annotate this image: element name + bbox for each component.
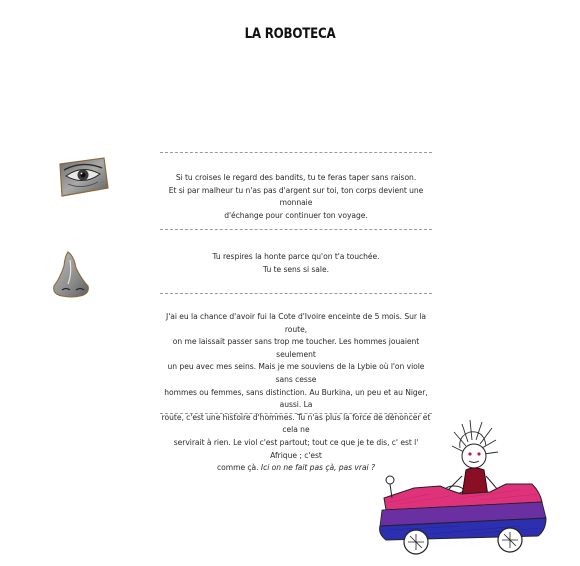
divider [160, 152, 432, 153]
text-line: Tu respires la honte parce qu'on t'a touchée. [212, 252, 380, 261]
text-block-2 [160, 251, 432, 276]
text-line: Si tu croises le regard des bandits, tu te feras taper sans raison. [175, 173, 417, 182]
text-line: hommes ou femmes, sans distinction. Au Burkina, un peu et au Niger, aussi. La [164, 387, 428, 410]
text-line: Et si par malheur tu n'as pas d'argent sur toi, ton corps devient une monnaie [168, 185, 424, 208]
text-line: d'échange pour continuer ton voyage. [224, 210, 368, 220]
nose-collage-image [50, 250, 92, 300]
text-line: on me laissait passer sans trop me toucher. Les hommes jouaient seulement [172, 337, 420, 359]
divider [160, 413, 432, 414]
text-segment: comme çà. [217, 463, 261, 473]
eye-collage-image [56, 154, 110, 200]
text-line: servirait à rien. Le viol c'est partout; tout ce que je te dis, c' est l' Afrique ; c'est [173, 437, 419, 460]
italic-quote: Ici on ne fait pas çà, pas vrai ? [260, 463, 375, 473]
page-title: LA ROBOTECA [244, 26, 336, 42]
text-line: Tu te sens si sale. [263, 264, 329, 274]
divider [160, 229, 432, 230]
text-line: J'ai eu la chance d'avoir fui la Cote d'Ivoire enceinte de 5 mois. Sur la route, [166, 312, 426, 334]
divider [160, 293, 432, 294]
text-line: route, c'est une histoire d'hommes. Tu n'as plus la force de dénoncer et cela ne [161, 412, 431, 435]
text-block-1 [160, 172, 432, 222]
child-drawing-car [370, 418, 566, 558]
text-line: un peu avec mes seins. Mais je me souviens de la Lybie où l'on viole sans cesse [167, 362, 425, 384]
